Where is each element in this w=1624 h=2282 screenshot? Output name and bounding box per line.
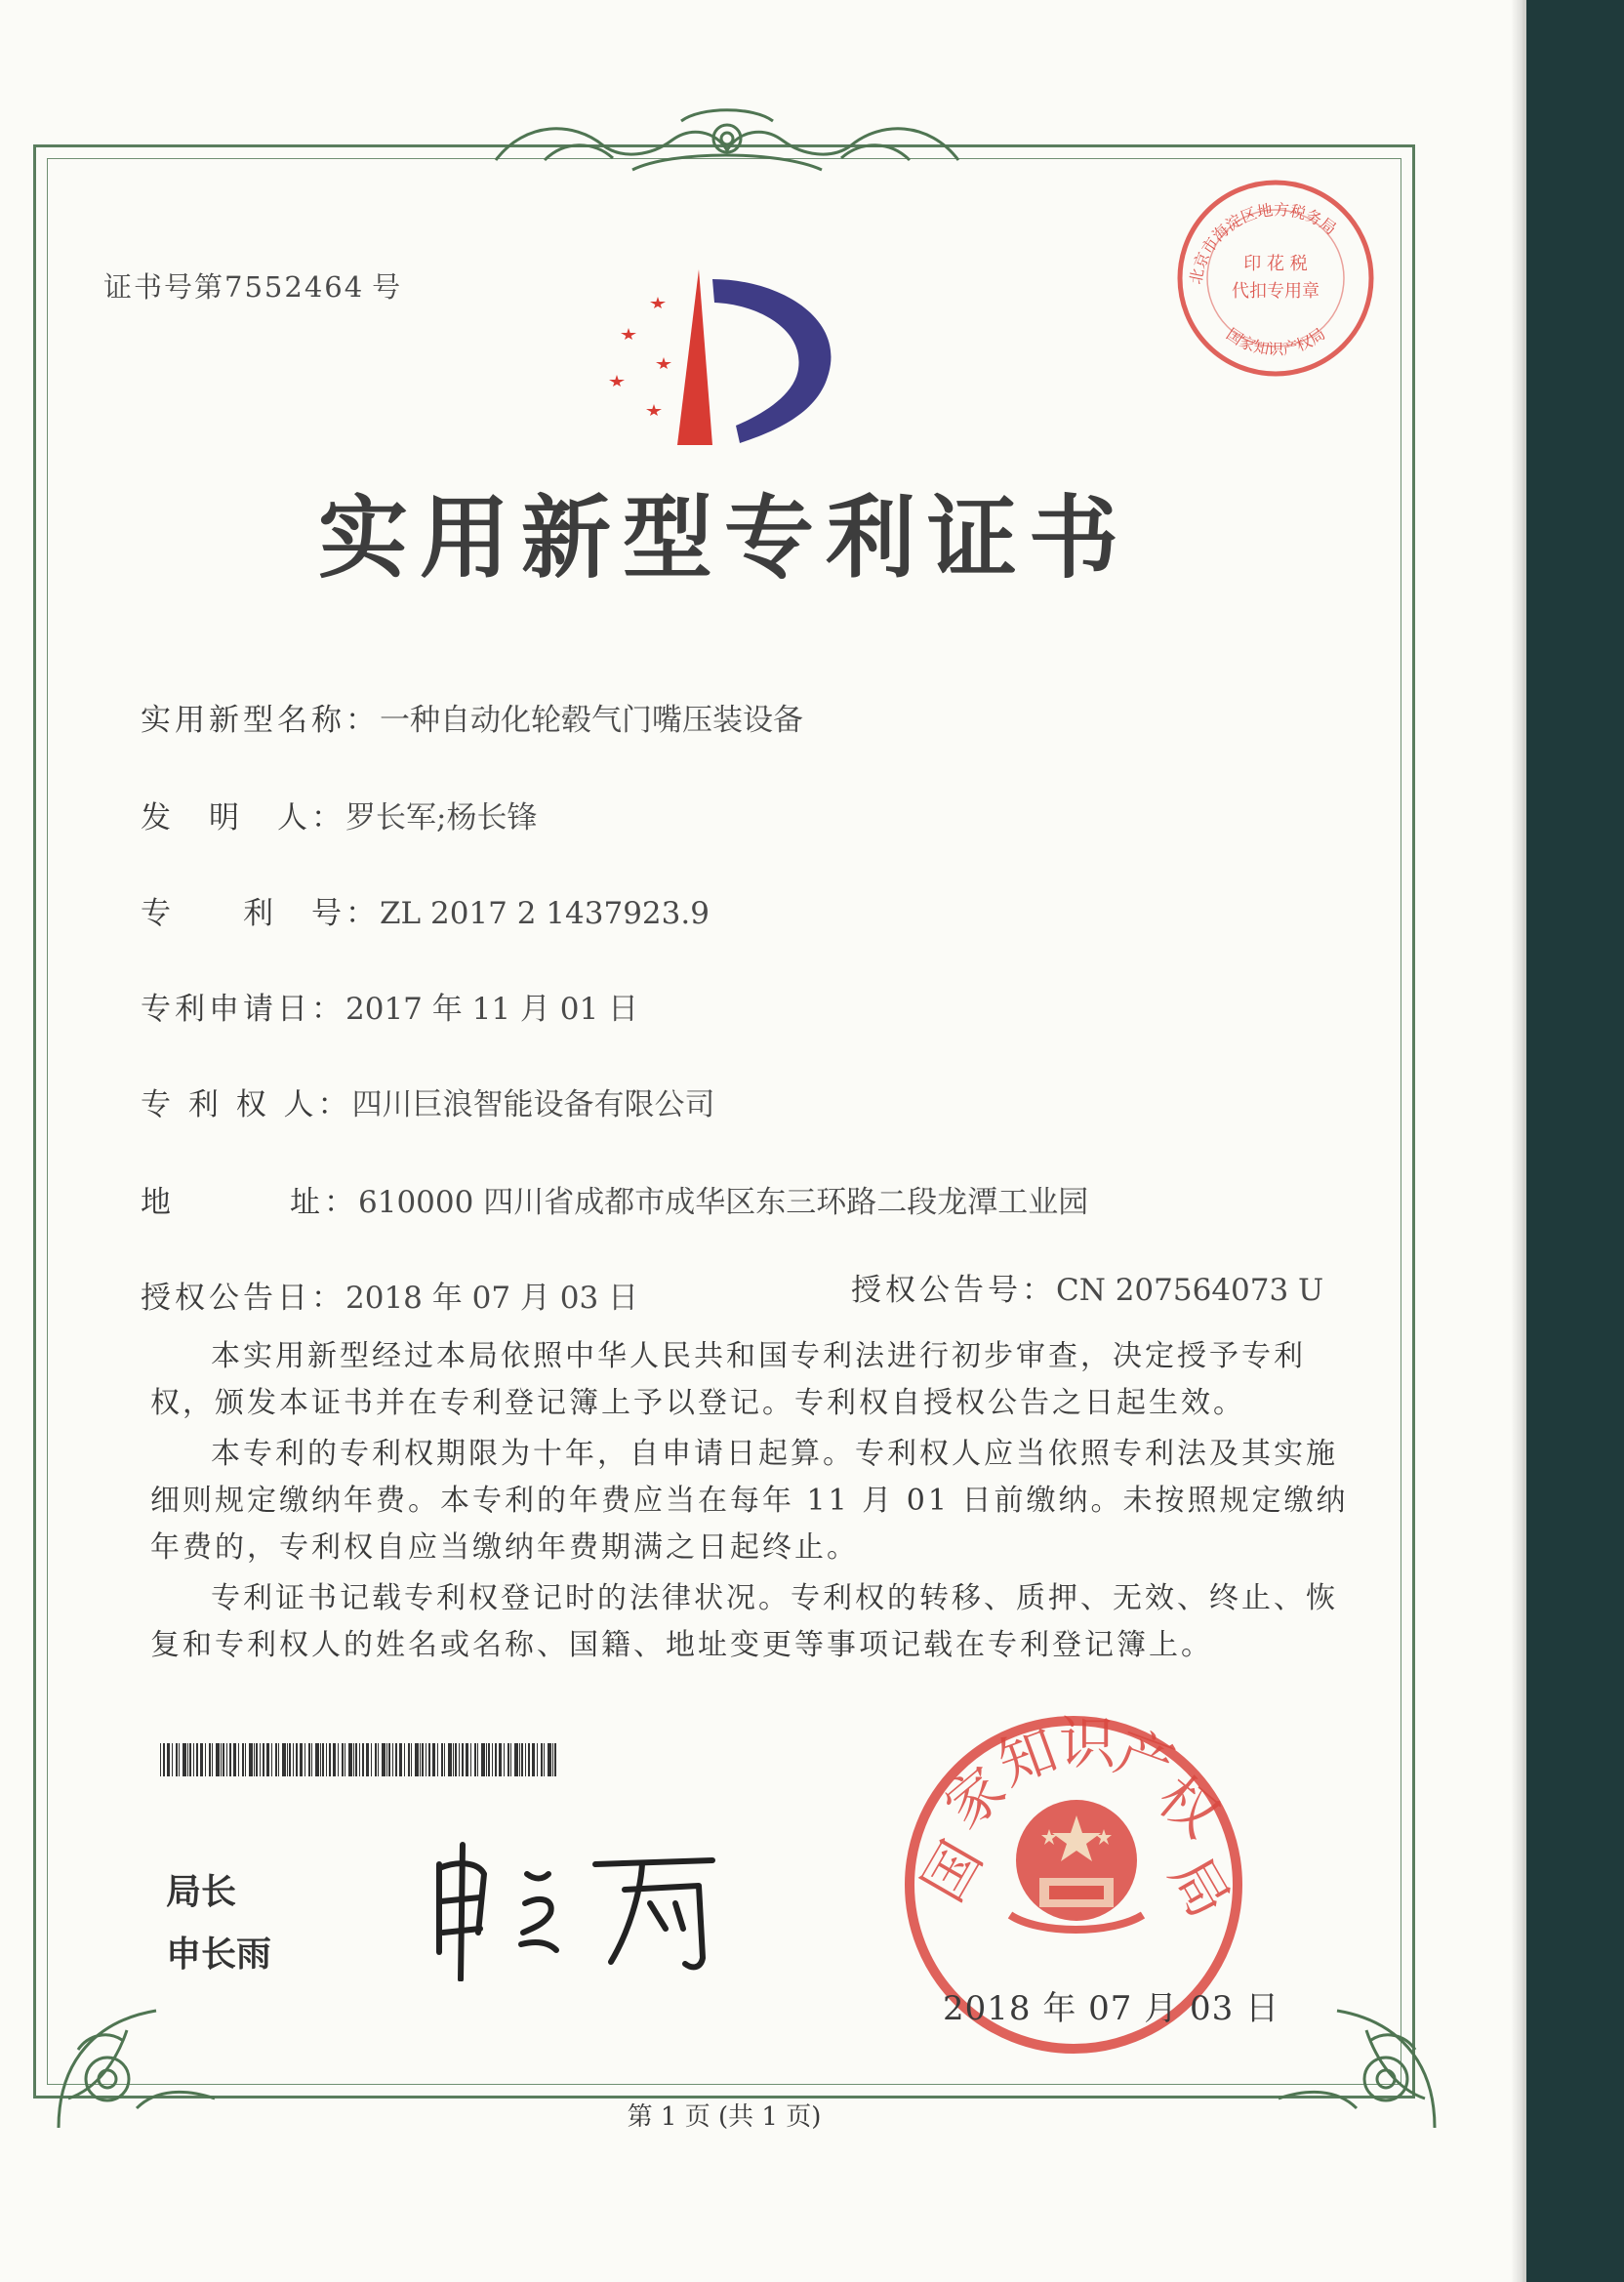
certificate-number — [103, 265, 402, 306]
barcode-bar — [172, 1743, 173, 1776]
svg-text:代扣专用章: 代扣专用章 — [1232, 281, 1320, 302]
barcode-bar — [226, 1743, 227, 1776]
utility-model-name-label: 实用新型名称： — [141, 703, 380, 738]
barcode-bar — [189, 1743, 191, 1776]
barcode-bar — [176, 1743, 178, 1776]
barcode-bar — [552, 1743, 553, 1776]
sipo-logo-icon — [603, 260, 857, 455]
seal-char-1: 国 — [909, 1830, 995, 1913]
barcode-bar — [375, 1743, 377, 1776]
certificate-title: 实用新型专利证书 — [317, 485, 1130, 591]
grant-number-value: CN 207564073 U — [1056, 1273, 1324, 1308]
barcode-bar — [353, 1743, 354, 1776]
barcode-bar — [322, 1743, 324, 1776]
barcode-bar — [408, 1743, 410, 1776]
field-patent-number — [141, 888, 710, 932]
barcode-bar — [160, 1743, 161, 1776]
address-label-char1: 地 — [141, 1185, 175, 1220]
barcode-bar — [263, 1743, 264, 1776]
certificate-body — [150, 1333, 1353, 1669]
barcode-bar — [167, 1743, 170, 1776]
barcode-bar — [282, 1743, 286, 1776]
grant-date-label: 授权公告日： — [141, 1281, 345, 1316]
patent-number-value: ZL 2017 2 1437923.9 — [380, 896, 710, 931]
barcode-bar — [504, 1743, 505, 1776]
barcode-bar — [359, 1743, 360, 1776]
barcode-bar — [193, 1743, 194, 1776]
barcode-bar — [448, 1743, 452, 1776]
barcode-bar — [266, 1743, 269, 1776]
barcode-bar — [404, 1743, 405, 1776]
seal-char-5: 产 — [1107, 1718, 1183, 1800]
barcode-bar — [293, 1743, 294, 1776]
barcode-bar — [296, 1743, 298, 1776]
barcode-bar — [338, 1743, 339, 1776]
barcode-bar — [249, 1743, 253, 1776]
utility-model-name-value: 一种自动化轮毂气门嘴压装设备 — [380, 703, 803, 738]
barcode-bar — [422, 1743, 424, 1776]
body-paragraph-2: 本专利的专利权期限为十年，自申请日起算。专利权人应当依照专利法及其实施细则规定缴纳年费。本专利的年费应当在每年 11 月 01 日前缴纳。未按照规定缴纳年费的，专利权自应当缴纳年费期满之日起终止。 — [150, 1437, 1349, 1565]
tax-stamp-seal — [1173, 176, 1378, 381]
barcode-bar — [432, 1743, 435, 1776]
application-date-value: 2017 年 11 月 01 日 — [345, 992, 639, 1027]
barcode-bar — [395, 1743, 397, 1776]
grant-date-value: 2018 年 07 月 03 日 — [345, 1281, 639, 1316]
barcode-bar — [462, 1743, 464, 1776]
barcode-bar — [441, 1743, 443, 1776]
barcode-bar — [212, 1743, 213, 1776]
barcode-bar — [362, 1743, 364, 1776]
barcode — [160, 1743, 560, 1776]
seal-date: 2018 年 07 月 03 日 — [943, 1989, 1280, 2028]
barcode-bar — [486, 1743, 487, 1776]
barcode-bar — [308, 1743, 310, 1776]
barcode-bar — [223, 1743, 224, 1776]
barcode-bar — [415, 1743, 419, 1776]
grant-number-label: 授权公告号： — [851, 1273, 1056, 1308]
barcode-bar — [532, 1743, 535, 1776]
barcode-bar — [260, 1743, 261, 1776]
top-ornament — [486, 102, 968, 189]
barcode-bar — [333, 1743, 336, 1776]
barcode-bar — [474, 1743, 476, 1776]
field-grant-number — [851, 1265, 1323, 1309]
barcode-bar — [275, 1743, 277, 1776]
barcode-bar — [311, 1743, 312, 1776]
field-inventor — [141, 793, 537, 836]
patentee-label: 专 利 权 人： — [141, 1087, 352, 1122]
barcode-bar — [492, 1743, 493, 1776]
barcode-bar — [300, 1743, 303, 1776]
svg-text:国家知识产权局: 国家知识产权局 — [1223, 324, 1329, 359]
page-number: 第 1 页 (共 1 页) — [627, 2102, 822, 2132]
barcode-bar — [495, 1743, 497, 1776]
certificate-number-label: 证书号第 — [103, 270, 225, 304]
barcode-bar — [455, 1743, 457, 1776]
barcode-bar — [245, 1743, 246, 1776]
inventor-label: 发 明 人： — [141, 800, 345, 835]
barcode-bar — [499, 1743, 502, 1776]
barcode-bar — [466, 1743, 468, 1776]
barcode-bar — [216, 1743, 220, 1776]
barcode-bar — [278, 1743, 279, 1776]
barcode-bar — [209, 1743, 211, 1776]
barcode-bar — [428, 1743, 430, 1776]
body-paragraph-3: 专利证书记载专利权登记时的法律状况。专利权的转移、质押、无效、终止、恢复和专利权人的姓名或名称、国籍、地址变更等事项记载在专利登记簿上。 — [150, 1581, 1338, 1662]
barcode-bar — [242, 1743, 244, 1776]
svg-text:印 花 税: 印 花 税 — [1243, 254, 1308, 274]
barcode-bar — [554, 1743, 556, 1776]
director-title: 局长 — [166, 1872, 237, 1912]
barcode-bar — [254, 1743, 255, 1776]
certificate-number-suffix: 号 — [372, 270, 403, 304]
address-label-char2: 址： — [290, 1185, 358, 1220]
barcode-bar — [229, 1743, 231, 1776]
field-utility-model-name — [141, 695, 803, 739]
field-application-date — [141, 984, 638, 1028]
inventor-value: 罗长军;杨长锋 — [345, 800, 538, 835]
barcode-bar — [348, 1743, 352, 1776]
barcode-bar — [320, 1743, 321, 1776]
barcode-bar — [233, 1743, 236, 1776]
barcode-bar — [488, 1743, 490, 1776]
barcode-bar — [508, 1743, 509, 1776]
barcode-bar — [287, 1743, 288, 1776]
field-address — [141, 1177, 1088, 1221]
barcode-bar — [183, 1743, 186, 1776]
barcode-bar — [163, 1743, 165, 1776]
barcode-bar — [519, 1743, 520, 1776]
barcode-bar — [386, 1743, 387, 1776]
barcode-bar — [187, 1743, 188, 1776]
body-paragraph-1: 本实用新型经过本局依照中华人民共和国专利法进行初步审查，决定授予专利权，颁发本证书并在专利登记簿上予以登记。专利权自授权公告之日起生效。 — [150, 1339, 1306, 1420]
barcode-bar — [528, 1743, 530, 1776]
barcode-bar — [371, 1743, 372, 1776]
barcode-bar — [238, 1743, 239, 1776]
certificate-number-value: 7552464 — [224, 270, 365, 304]
director-signature — [420, 1835, 771, 1981]
barcode-bar — [205, 1743, 206, 1776]
barcode-bar — [444, 1743, 445, 1776]
barcode-bar — [525, 1743, 526, 1776]
barcode-bar — [326, 1743, 327, 1776]
barcode-bar — [548, 1743, 551, 1776]
barcode-bar — [289, 1743, 291, 1776]
barcode-bar — [459, 1743, 460, 1776]
scanner-edge — [1526, 0, 1624, 2282]
patentee-value: 四川巨浪智能设备有限公司 — [351, 1087, 715, 1122]
barcode-bar — [541, 1743, 543, 1776]
director-name: 申长雨 — [166, 1935, 272, 1975]
address-value: 610000 四川省成都市成华区东三环路二段龙潭工业园 — [358, 1185, 1089, 1220]
barcode-bar — [271, 1743, 272, 1776]
seal-char-4: 识 — [1059, 1714, 1116, 1776]
barcode-bar — [470, 1743, 471, 1776]
field-grant-date — [141, 1273, 638, 1317]
barcode-bar — [544, 1743, 545, 1776]
barcode-bar — [179, 1743, 180, 1776]
barcode-bar — [329, 1743, 331, 1776]
barcode-bar — [477, 1743, 478, 1776]
seal-char-7: 局 — [1157, 1846, 1243, 1929]
barcode-bar — [453, 1743, 454, 1776]
barcode-bar — [304, 1743, 305, 1776]
barcode-bar — [481, 1743, 485, 1776]
barcode-bar — [315, 1743, 319, 1776]
barcode-bar — [514, 1743, 518, 1776]
patent-number-label: 专 利 号： — [141, 896, 380, 931]
barcode-bar — [378, 1743, 379, 1776]
barcode-bar — [388, 1743, 390, 1776]
barcode-bar — [437, 1743, 438, 1776]
barcode-bar — [420, 1743, 421, 1776]
barcode-bar — [399, 1743, 402, 1776]
barcode-bar — [342, 1743, 344, 1776]
barcode-bar — [256, 1743, 258, 1776]
seal-char-3: 知 — [990, 1716, 1066, 1799]
barcode-bar — [355, 1743, 357, 1776]
barcode-bar — [411, 1743, 412, 1776]
barcode-bar — [392, 1743, 393, 1776]
seal-char-6: 权 — [1145, 1763, 1232, 1851]
barcode-bar — [510, 1743, 511, 1776]
svg-text:北京市海淀区地方税务局: 北京市海淀区地方税务局 — [1186, 200, 1340, 286]
seal-char-2: 家 — [932, 1754, 1019, 1842]
barcode-bar — [382, 1743, 386, 1776]
barcode-bar — [366, 1743, 369, 1776]
application-date-label: 专利申请日： — [141, 992, 345, 1027]
field-patentee — [141, 1080, 715, 1123]
barcode-bar — [221, 1743, 222, 1776]
barcode-bar — [537, 1743, 538, 1776]
barcode-bar — [200, 1743, 203, 1776]
barcode-bar — [196, 1743, 198, 1776]
barcode-bar — [521, 1743, 523, 1776]
